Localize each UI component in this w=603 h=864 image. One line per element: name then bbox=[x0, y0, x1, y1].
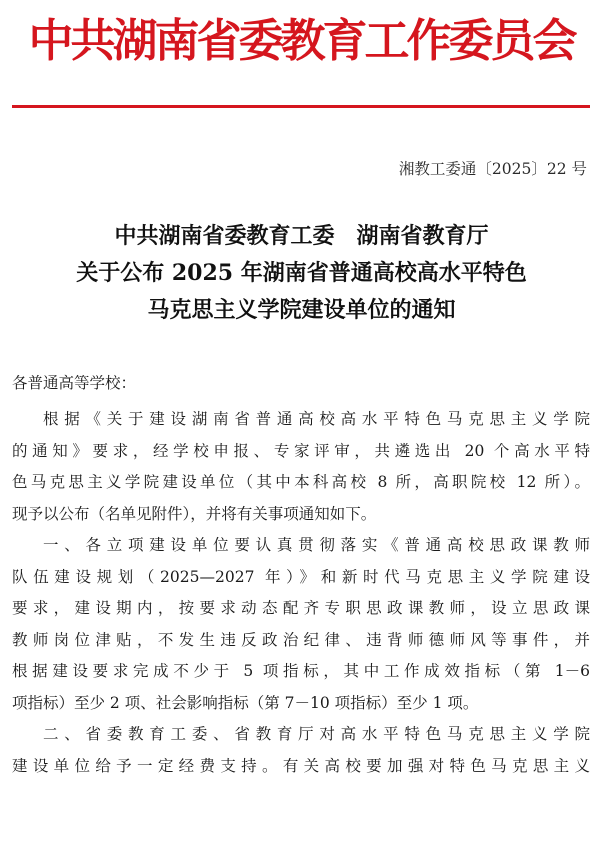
body-line: 色马克思主义学院建设单位（其中本科高校 8 所，高职院校 12 所）。 bbox=[12, 473, 590, 491]
body-line: 队伍建设规划（2025—2027 年）》和新时代马克思主义学院建设 bbox=[12, 567, 590, 586]
notice-title-line: 马克思主义学院建设单位的通知 bbox=[147, 297, 456, 323]
salutation: 各普通高等学校： bbox=[12, 374, 137, 392]
body-line: 教师岗位津贴，不发生违反政治纪律、违背师德师风等事件，并 bbox=[12, 630, 590, 649]
body-line: 一、各立项建设单位要认真贯彻落实《普通高校思政课教师 bbox=[43, 536, 590, 554]
body-text bbox=[12, 404, 590, 782]
notice-title bbox=[0, 218, 603, 329]
body-line: 根据建设要求完成不少于 5 项指标，其中工作成效指标（第 1－6 bbox=[12, 662, 590, 680]
body-line: 要求，建设期内，按要求动态配齐专职思政课教师，设立思政课 bbox=[12, 599, 590, 617]
notice-title-line: 关于公布 2025 年湖南省普通高校高水平特色 bbox=[76, 260, 527, 286]
masthead-title: 中共湖南省委教育工作委员会 bbox=[28, 14, 575, 67]
document-number: 湘教工委通〔2025〕22 号 bbox=[398, 160, 587, 178]
notice-title-line: 中共湖南省委教育工委 湖南省教育厅 bbox=[114, 223, 489, 249]
red-divider-line bbox=[12, 105, 590, 108]
body-line: 建设单位给予一定经费支持。有关高校要加强对特色马克思主义 bbox=[12, 756, 590, 775]
body-line: 现予以公布（名单见附件），并将有关事项通知如下。 bbox=[12, 504, 377, 523]
body-line: 的通知》要求，经学校申报、专家评审，共遴选出 20 个高水平特 bbox=[12, 441, 590, 460]
body-line: 二、省委教育工委、省教育厅对高水平特色马克思主义学院 bbox=[43, 725, 590, 743]
body-line: 根据《关于建设湖南省普通高校高水平特色马克思主义学院 bbox=[43, 410, 590, 428]
body-line: 项指标）至少 2 项、社会影响指标（第 7－10 项指标）至少 1 项。 bbox=[12, 693, 479, 712]
